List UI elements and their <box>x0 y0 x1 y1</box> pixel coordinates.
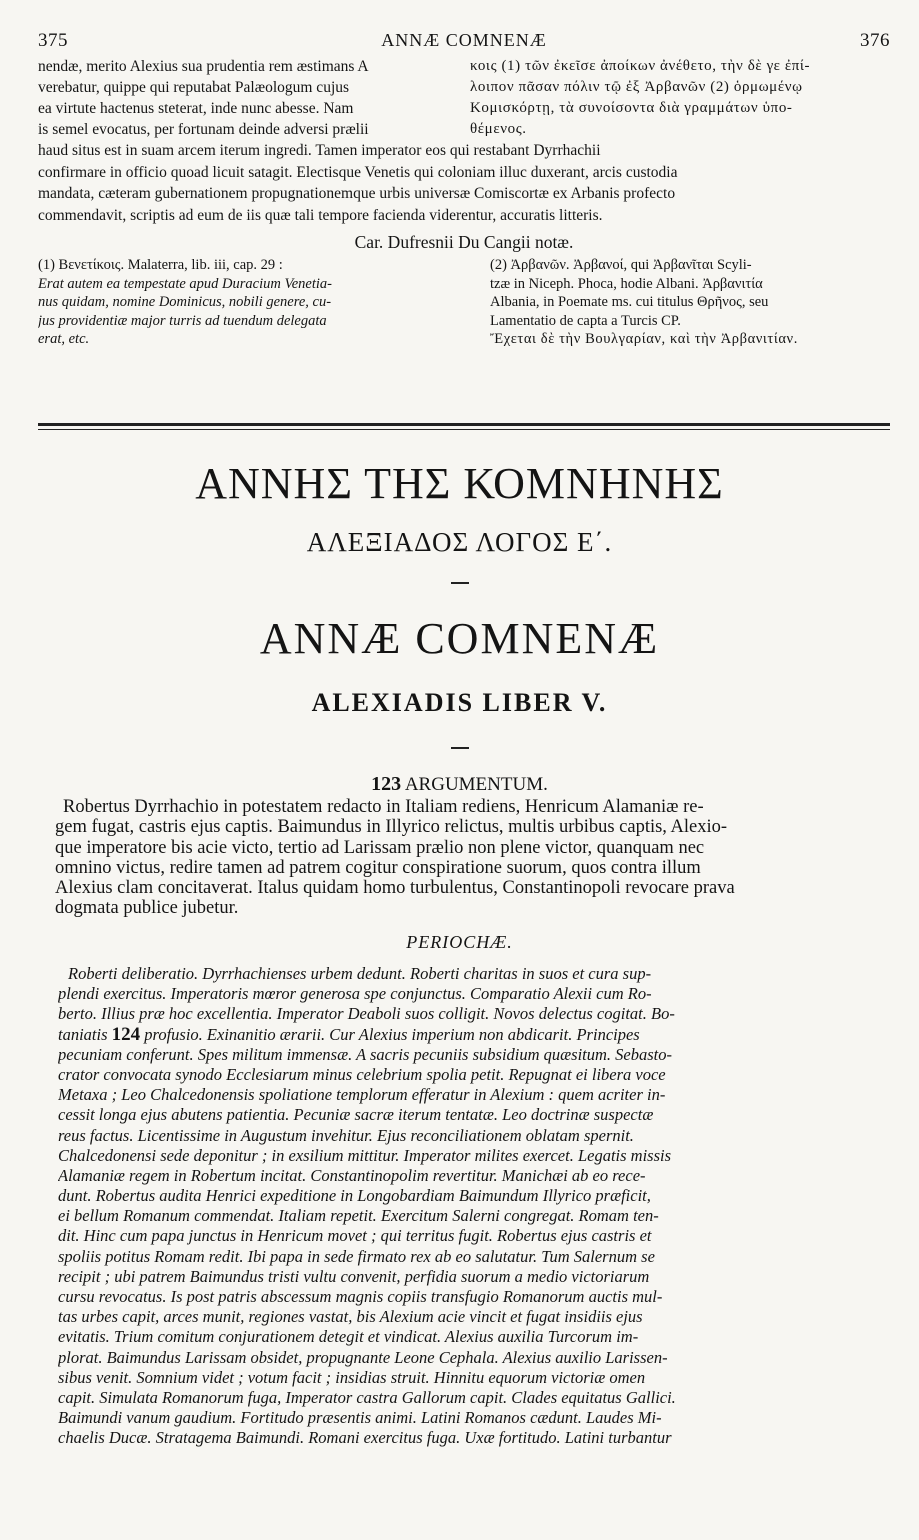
full-width-text <box>38 140 890 226</box>
argument-line: que imperatore bis acie victo, tertio ad Larissam prælio non plene victor, quanquam nec <box>55 837 705 858</box>
periochae-line: dit. Hinc cum papa junctus in Henricum movet ; qui territus fugit. Robertus ejus castris et <box>58 1226 652 1246</box>
periochae-line: plendi exercitus. Imperatoris mœror generosa spe conjunctus. Comparatio Alexii cum Ro- <box>58 984 652 1004</box>
latin-book-title: ANNÆ COMNENÆ <box>259 614 660 663</box>
periochae-line: tas urbes capit, arces munit, regiones vastat, bis Alexium acie vincit et fugat insidiis ejus <box>58 1307 643 1327</box>
note-line: Albania, in Poemate ms. cui titulus Θρῆνος, seu <box>490 294 769 310</box>
argument-line: gem fugat, castris ejus captis. Baimundus in Illyrico relictus, multis urbibus captis, Alexio- <box>55 817 728 838</box>
argument-title: ARGUMENTUM. <box>404 774 548 795</box>
periochae-line: pecuniam conferunt. Spes militum immensæ. A sacris pecuniis subsidium quæsitum. Sebasto- <box>58 1044 672 1064</box>
margin-number: 124 <box>111 1024 141 1045</box>
periochae-line: dunt. Robertus audita Henrici expeditione in Longobardiam Baimundum Illyrico præficit, <box>58 1186 651 1206</box>
note-line: (1) Βενετίκοις. Malaterra, lib. iii, cap. 29 : <box>38 257 283 273</box>
periochae-line: berto. Illius præ hoc excellentia. Imperator Deaboli suos colligit. Novos delectus cogitat. Bo- <box>58 1004 675 1024</box>
text-line: confirmare in officio quoad licuit satagit. Electisque Venetis qui coloniam illuc duxerant, arcis custodia <box>38 163 678 181</box>
greek-column <box>470 56 890 140</box>
text-line: mandata, cæteram gubernationem propugnationemque urbis universæ Comiscortæ ex Arbanis profecto <box>38 185 676 202</box>
periochae-line: chaelis Ducæ. Stratagema Baimundi. Romani exercitus fuga. Uxæ fortitudo. Latini turbantur <box>58 1428 672 1448</box>
latin-line: is semel evocatus, per fortunam deinde adversi prælii <box>38 121 369 138</box>
argument-line: Alexius clam concitaverat. Italus quidam homo turbulentus, Constantinopoli revocare prava <box>55 878 735 899</box>
margin-number: 123 <box>371 773 402 795</box>
greek-line: θέμενος. <box>470 121 527 137</box>
periochae-line: plorat. Baimundus Larissam obsidet, propugnante Leone Cephala. Alexius auxilio Larissen- <box>58 1347 668 1367</box>
argument-line: Robertus Dyrrhachio in potestatem redacto in Italiam rediens, Henricum Alamaniæ re- <box>63 797 704 817</box>
section-rule-thick <box>38 423 890 426</box>
note-line: tzæ in Niceph. Phoca, hodie Albani. Ἀρβανιτία <box>490 275 763 292</box>
periochae-line: cessit longa ejus abutens patientia. Pecuniæ sacræ iterum tentatæ. Leo doctrinæ suspectæ <box>58 1105 654 1125</box>
two-column-text <box>38 56 890 140</box>
running-title: ANNÆ COMNENÆ <box>381 30 547 50</box>
periochae-line <box>58 1025 888 1045</box>
periochae-line: Chalcedonensi sede deponitur ; in exsilium mittitur. Imperator milites exercet. Legatis missis <box>58 1145 672 1165</box>
periochae-line: sibus venit. Somnium videt ; votum facit ; insidias struit. Hinnitu equorum victoriæ omen <box>58 1367 646 1387</box>
periochae-line: cursu revocatus. Is post patris abscessum magnis copiis transfugio Romanorum auctis mul- <box>58 1287 663 1306</box>
periochae-heading: PERIOCHÆ. <box>406 932 513 952</box>
page-number-right: 376 <box>859 30 890 51</box>
note-line: erat, etc. <box>38 331 90 347</box>
note-line: jus providentiæ major turris ad tuendum delegata <box>38 312 327 329</box>
greek-book-subtitle: ΑΛΕΞΙΑΔΟΣ ΛΟΓΟΣ Ε΄. <box>306 527 613 557</box>
section-rule-thin <box>38 429 890 430</box>
periochae-line: ei bellum Romanum commendat. Italiam repetit. Exercitum Salerni congregat. Romam ten- <box>58 1206 659 1226</box>
periochae-line: capit. Simulata Romanorum fuga, Imperator castra Gallorum capit. Clades equitatus Gallici. <box>58 1387 676 1407</box>
latin-line: ea virtute hactenus steterat, inde nunc abesse. Nam <box>38 100 354 117</box>
periochae-line: spoliis potitus Romam redit. Ibi papa in sede firmato rex ab eo salutatur. Tum Salernum se <box>58 1246 655 1266</box>
note-line: Lamentatio de capta a Turcis CP. <box>490 312 681 329</box>
separator-dash <box>451 747 469 749</box>
notes-columns <box>38 256 890 349</box>
text-line: haud situs est in suam arcem iterum ingredi. Tamen imperator eos qui restabant Dyrrhachii <box>38 142 601 159</box>
note-line: Ἔχεται δὲ τὴν Βουλγαρίαν, καὶ τὴν Ἀρβανιτίαν. <box>490 331 798 347</box>
periochae-line: recipit ; ubi patrem Baimundus tristi vultu convenit, perfidia suorum a medio victoriarum <box>58 1266 650 1286</box>
greek-line: κοις (1) τῶν ἐκεῖσε ἀποίκων ἀνέθετο, τὴν δὲ γε ἐπί- <box>470 58 811 74</box>
running-header <box>38 30 890 54</box>
top-section <box>38 30 890 349</box>
argument-text <box>55 797 885 919</box>
page-number-left: 375 <box>38 30 68 51</box>
latin-line: nendæ, merito Alexius sua prudentia rem æstimans A <box>38 58 369 75</box>
periochae-text <box>58 964 888 1469</box>
text-line: commendavit, scriptis ad eum de iis quæ tali tempore facienda viderentur, accuratis litteris. <box>38 206 603 224</box>
note-line: nus quidam, nomine Dominicus, nobili genere, cu- <box>38 294 332 310</box>
periochae-line: reus factus. Licentissime in Augustum invehitur. Ejus reconciliationem oblatam spernit. <box>58 1125 634 1145</box>
note-line: (2) Ἀρβανῶν. Ἀρβανοί, qui Ἀρβανῖται Scyli- <box>490 257 752 273</box>
periochae-line: Roberti deliberatio. Dyrrhachienses urbem dedunt. Roberti charitas in suos et cura sup- <box>68 964 652 983</box>
latin-column <box>38 56 463 140</box>
periochae-line-part: profusio. Exinanitio ærarii. Cur Alexius imperium non abdicarit. Principes <box>144 1024 640 1044</box>
separator-dash <box>451 582 469 584</box>
note-line: Erat autem ea tempestate apud Duracium Venetia- <box>38 275 332 292</box>
periochae-line: Metaxa ; Leo Chalcedonensis spoliatione templorum efferatur in Alexium : quem acriter in- <box>58 1085 666 1105</box>
periochae-line: Baimundi vanum gaudium. Fortitudo præsentis animi. Latini Romanos cædunt. Laudes Mi- <box>58 1408 662 1428</box>
greek-line: λοιπον πᾶσαν πόλιν τῷ ἐξ Ἀρβανῶν (2) ὁρμωμένῳ <box>470 79 803 95</box>
periochae-line: Alamaniæ regem in Robertum incitat. Constantinopolim revertitur. Manichæi ab eo rece- <box>58 1165 646 1185</box>
greek-line: Κομισκόρτῃ, τὰ συνοίσοντα διὰ γραμμάτων ὑπο- <box>470 100 793 116</box>
periochae-line-part: taniatis <box>58 1024 112 1044</box>
periochae-line <box>58 1449 888 1469</box>
argument-heading <box>0 773 919 796</box>
note-right <box>490 256 890 349</box>
latin-line: verebatur, quippe qui reputabat Palæologum cujus <box>38 79 350 96</box>
argument-line: dogmata publice jubetur. <box>55 898 239 919</box>
note-left <box>38 256 458 349</box>
greek-book-title: ΑΝΝΗΣ ΤΗΣ ΚΟΜΝΗΝΗΣ <box>195 459 724 508</box>
periochae-line: evitatis. Trium comitum conjurationem detegit et vindicat. Alexius auxilia Turcorum im- <box>58 1327 639 1347</box>
periochae-line: crator convocata synodo Ecclesiarum minus celebrium spolia petit. Repugnat ei libera voce <box>58 1064 666 1084</box>
argument-line: omnino victus, redire tamen ad patrem cogitur conspiratione suorum, quos contra illum <box>55 857 701 878</box>
latin-book-subtitle: ALEXIADIS LIBER V. <box>311 688 608 717</box>
notes-heading: Car. Dufresnii Du Cangii notæ. <box>354 232 574 252</box>
